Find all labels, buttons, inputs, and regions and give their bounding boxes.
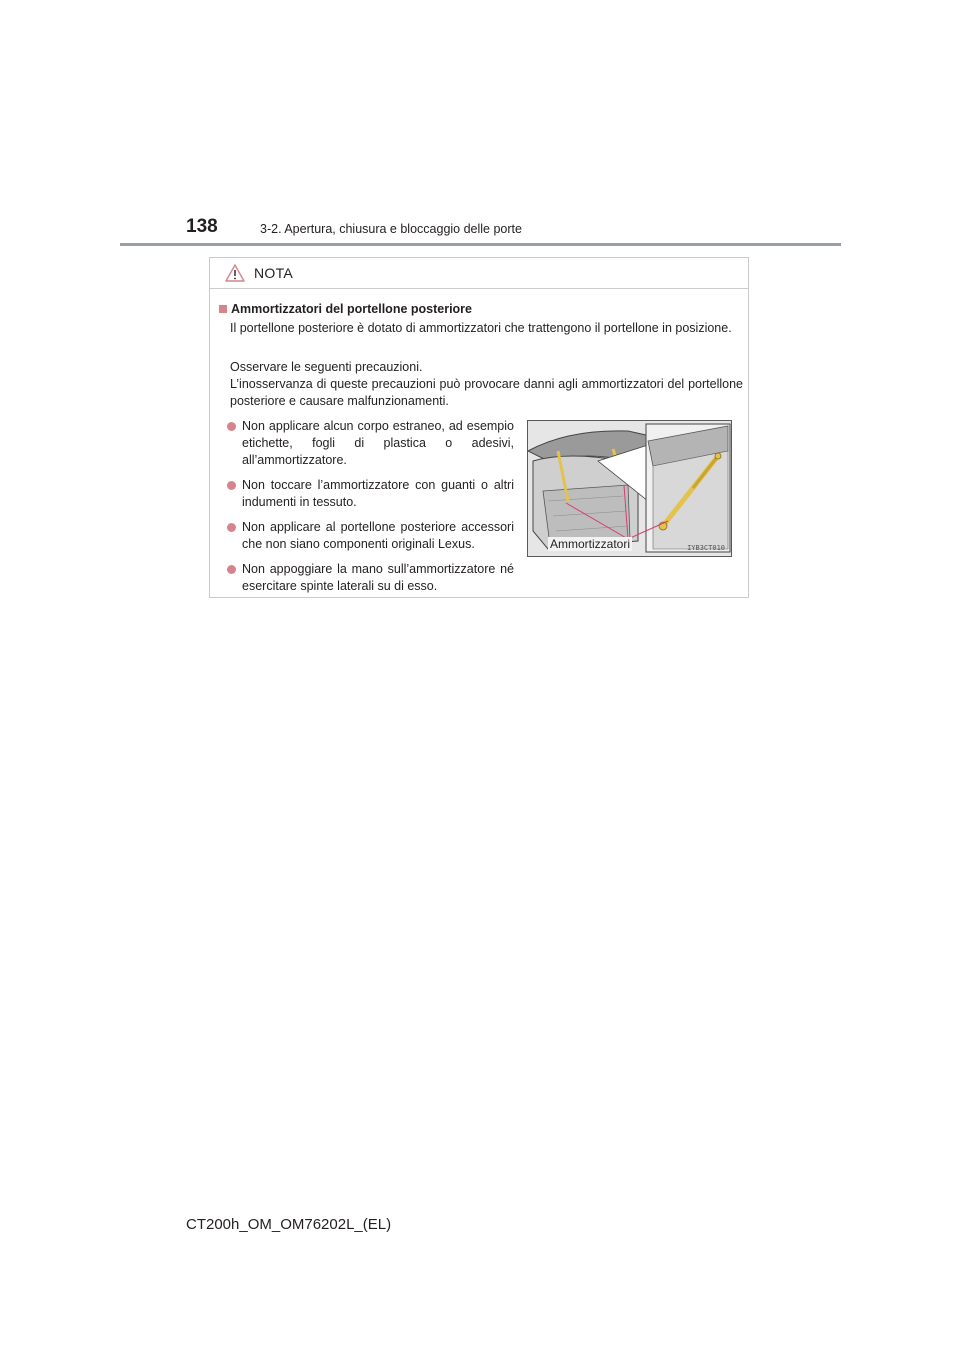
note-paragraph-2-line-1: Osservare le seguenti precauzioni. bbox=[230, 360, 423, 374]
page-number: 138 bbox=[186, 216, 218, 237]
bullet-dot-icon bbox=[227, 565, 236, 574]
figure-code: IYB3CT010 bbox=[687, 544, 725, 552]
note-paragraph-1: Il portellone posteriore è dotato di ammortizzatori che trattengono il portellone in posizione. bbox=[230, 321, 732, 335]
figure-callout: Ammortizzatori bbox=[550, 537, 631, 551]
bullet-dot-icon bbox=[227, 523, 236, 532]
section-title: 3-2. Apertura, chiusura e bloccaggio delle porte bbox=[260, 222, 522, 236]
warning-triangle-icon bbox=[225, 264, 245, 282]
list-item: Non applicare alcun corpo estraneo, ad esempio etichette, fogli di plastica o adesivi, all’ammortizzatore. bbox=[224, 418, 514, 469]
precautions-list bbox=[224, 418, 514, 603]
note-box bbox=[209, 257, 749, 598]
note-paragraph-2-line-2: L’inosservanza di queste precauzioni può provocare danni agli ammortizzatori del portellone posteriore e causare malfunzionamenti. bbox=[230, 377, 743, 408]
note-paragraph-2 bbox=[230, 359, 743, 410]
note-heading bbox=[218, 302, 472, 316]
list-item: Non toccare l’ammortizzatore con guanti o altri indumenti in tessuto. bbox=[224, 477, 514, 511]
bullet-dot-icon bbox=[227, 481, 236, 490]
tailgate-illustration bbox=[527, 420, 732, 557]
note-heading-text: Ammortizzatori del portellone posteriore bbox=[231, 302, 473, 316]
note-header bbox=[210, 258, 748, 289]
bullet-dot-icon bbox=[227, 422, 236, 431]
list-item: Non appoggiare la mano sull’ammortizzatore né esercitare spinte laterali su di esso. bbox=[224, 561, 514, 595]
note-label: NOTA bbox=[254, 265, 294, 281]
header-rule bbox=[120, 243, 841, 246]
list-item: Non applicare al portellone posteriore accessori che non siano componenti originali Lexus. bbox=[224, 519, 514, 553]
document-code: CT200h_OM_OM76202L_(EL) bbox=[186, 1216, 392, 1233]
square-bullet-icon bbox=[219, 305, 227, 313]
